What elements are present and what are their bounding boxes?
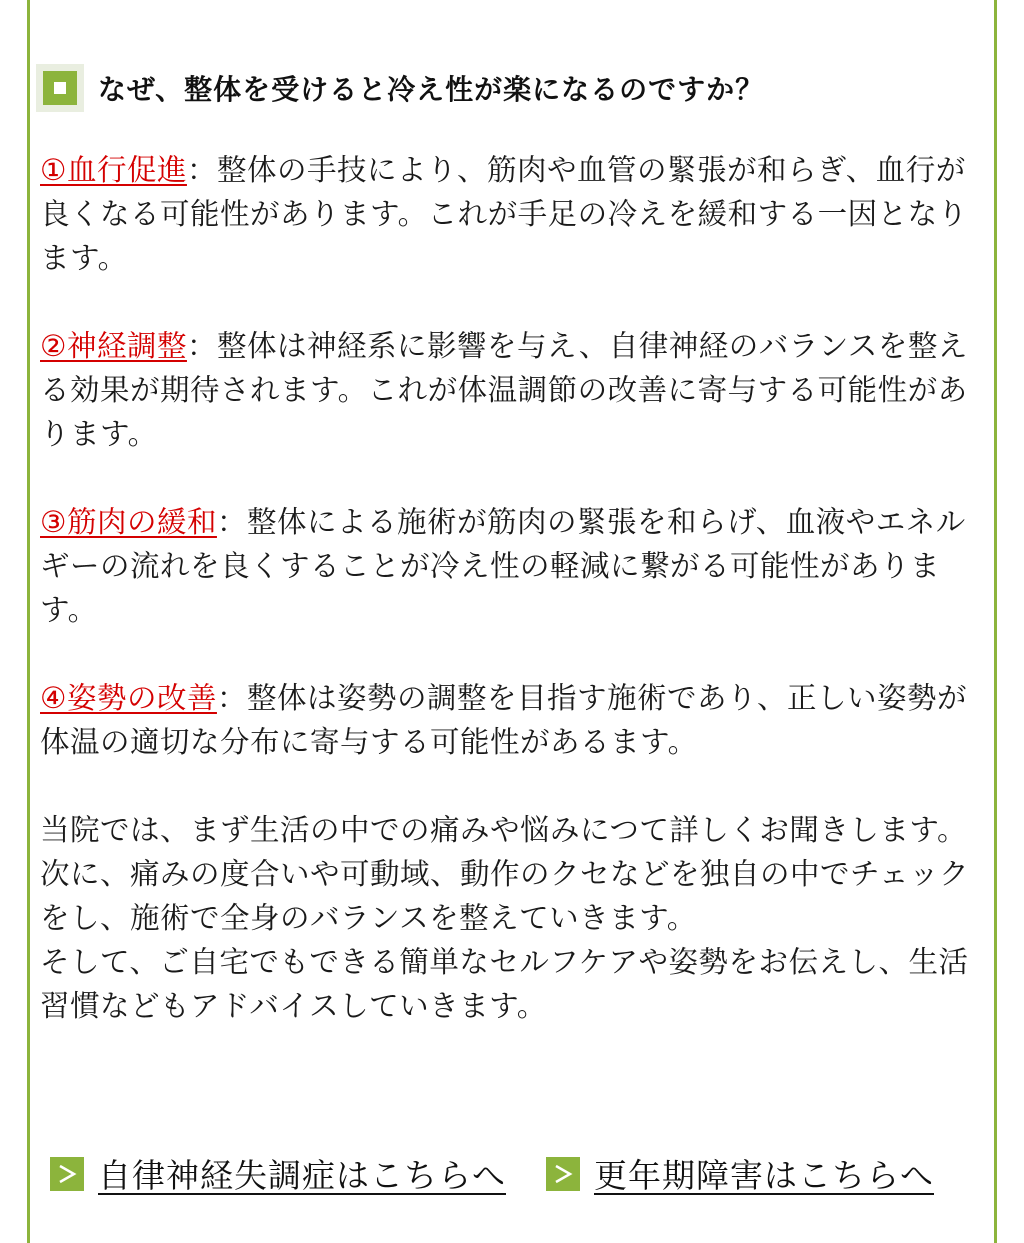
keyword-link-nerve-adjustment[interactable]: ②神経調整 (40, 329, 187, 363)
keyword-link-muscle-relief[interactable]: ③筋肉の緩和 (40, 505, 217, 539)
item-blood-circulation (40, 148, 975, 280)
link-autonomic-disorder-label[interactable]: 自律神経失調症はこちらへ (98, 1156, 506, 1195)
item-posture-improvement (40, 676, 975, 764)
heading-text: なぜ、整体を受けると冷え性が楽になるのですか？ (98, 73, 765, 106)
chevron-right-icon (50, 1157, 84, 1191)
closing-line-1: 当院では、まず生活の中での痛みや悩みにつて詳しくお聞きします。 (40, 813, 968, 847)
content-body (40, 148, 975, 1028)
link-menopause-label[interactable]: 更年期障害はこちらへ (594, 1156, 934, 1195)
item-text: ：整体による施術が筋肉の緊張を和らげ、血液やエネルギーの流れを良くすることが冷え性の軽減に繋がる可能性があります。 (40, 505, 966, 627)
link-autonomic-disorder[interactable] (50, 1150, 506, 1197)
related-links (50, 1150, 980, 1197)
item-muscle-relief (40, 500, 975, 632)
link-menopause[interactable] (546, 1150, 934, 1197)
keyword-link-blood-circulation[interactable]: ①血行促進 (40, 153, 187, 187)
item-nerve-adjustment (40, 324, 975, 456)
closing-line-3: そして、ご自宅でもできる簡単なセルフケアや姿勢をお伝えし、生活習慣などもアドバイスしていきます。 (40, 945, 969, 1023)
item-text: ：整体は姿勢の調整を目指す施術であり、正しい姿勢が体温の適切な分布に寄与する可能性があるます。 (40, 681, 967, 759)
keyword-link-posture-improvement[interactable]: ④姿勢の改善 (40, 681, 217, 715)
item-text: ：整体の手技により、筋肉や血管の緊張が和らぎ、血行が良くなる可能性があります。これが手足の冷えを緩和する一因となります。 (40, 153, 968, 275)
section-heading (36, 62, 764, 114)
square-bullet-icon (36, 64, 84, 112)
item-text: ：整体は神経系に影響を与え、自律神経のバランスを整える効果が期待されます。これが体温調節の改善に寄与する可能性があります。 (40, 329, 968, 451)
chevron-right-icon (546, 1157, 580, 1191)
closing-line-2: 次に、痛みの度合いや可動域、動作のクセなどを独自の中でチェックをし、施術で全身のバランスを整えていきます。 (40, 857, 970, 935)
